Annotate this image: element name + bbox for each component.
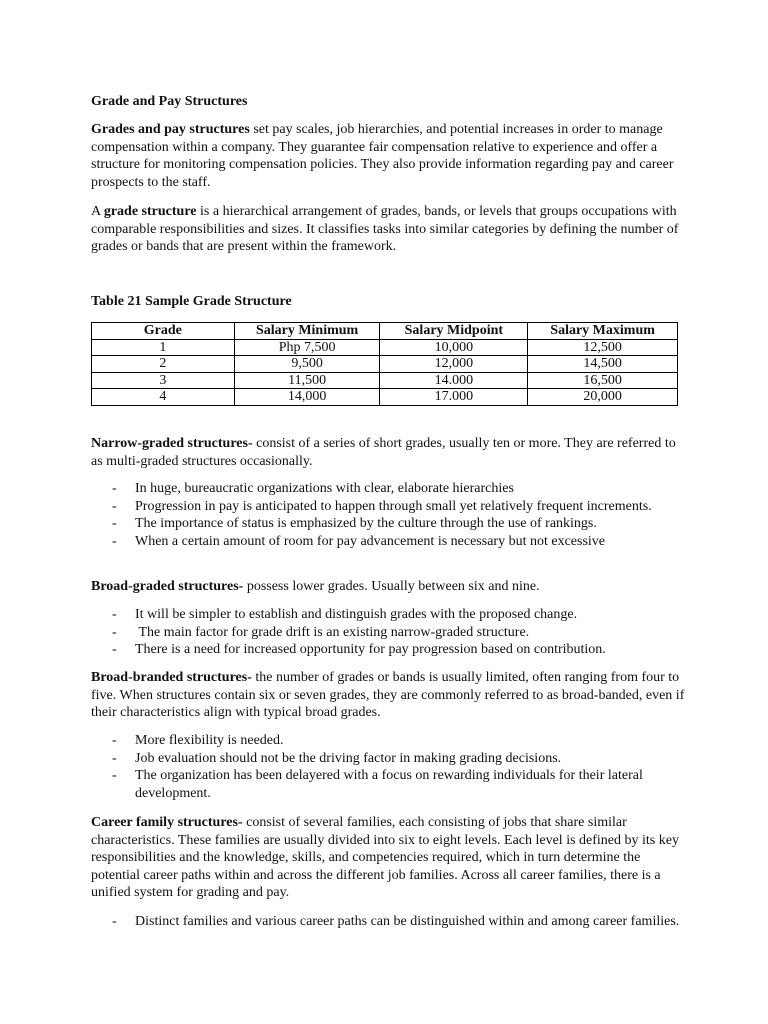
header-salary-minimum: Salary Minimum [234, 323, 380, 340]
table-cell: 10,000 [380, 339, 528, 356]
broad-branded-paragraph [91, 669, 685, 722]
list-item-text: Job evaluation should not be the driving factor in making grading decisions. [135, 750, 562, 766]
table-cell: 11,500 [234, 372, 380, 389]
table-cell: 14,000 [234, 389, 380, 406]
broad-graded-term: Broad-graded structures- [91, 579, 244, 594]
dash-bullet: - [112, 642, 117, 657]
grade-structure-lead: A [91, 204, 104, 219]
broad-branded-text: the number of grades or bands is usually limited, often ranging from four to five. When structures contain six or seven grades, they are commonly referred to as broad-banded, even if their characteristics align with typical broad grades. [91, 670, 685, 720]
table-row [92, 372, 678, 389]
table-cell: 12,000 [380, 356, 528, 373]
list-item [91, 480, 681, 498]
list-item-text: The main factor for grade drift is an existing narrow-graded structure. [135, 624, 530, 640]
table-cell: 4 [92, 389, 235, 406]
list-item [91, 750, 681, 768]
career-family-paragraph [91, 814, 685, 902]
table-row [92, 389, 678, 406]
list-item [91, 624, 681, 642]
narrow-graded-paragraph [91, 435, 685, 470]
narrow-graded-list [91, 480, 681, 550]
list-item-text: The organization has been delayered with a focus on rewarding individuals for their lateral development. [135, 768, 643, 801]
table-cell: 1 [92, 339, 235, 356]
list-item [91, 913, 681, 931]
list-item-text: It will be simpler to establish and distinguish grades with the proposed change. [135, 607, 578, 622]
table-cell: 12,500 [528, 339, 678, 356]
list-item-text: In huge, bureaucratic organizations with clear, elaborate hierarchies [135, 481, 514, 496]
document-heading: Grade and Pay Structures [91, 94, 248, 109]
broad-graded-list [91, 606, 681, 659]
dash-bullet: - [112, 516, 117, 531]
list-item-text: Progression in pay is anticipated to happen through small yet relatively frequent increments. [135, 498, 652, 514]
career-family-text: consist of several families, each consisting of jobs that share similar characteristics. These families are usually divided into six to eight levels. Each level is defined by its key responsibilities and the knowledge, skills, and competencies required, which in turn determine the potential career paths within and across the different job families. Across all career families, there is a unified system for grading and pay. [91, 815, 679, 900]
broad-graded-paragraph [91, 578, 685, 596]
list-item [91, 641, 681, 659]
table-row [92, 339, 678, 356]
broad-branded-term: Broad-branded structures- [91, 670, 252, 685]
list-item-text: There is a need for increased opportunity for pay progression based on contribution. [135, 642, 606, 657]
grade-structure-text: is a hierarchical arrangement of grades, bands, or levels that groups occupations with comparable responsibilities and sizes. It classifies tasks into similar categories by defining the number of grades or bands that are present within the framework. [91, 204, 679, 254]
table-cell: 17.000 [380, 389, 528, 406]
table-header-row [92, 323, 678, 340]
list-item-text: More flexibility is needed. [135, 733, 284, 748]
table-row [92, 356, 678, 373]
dash-bullet: - [112, 481, 117, 496]
grade-structure-table [91, 322, 678, 406]
dash-bullet: - [112, 768, 117, 783]
career-family-term: Career family structures- [91, 815, 243, 830]
list-item-text: When a certain amount of room for pay advancement is necessary but not excessive [135, 533, 605, 549]
broad-branded-list [91, 732, 681, 802]
list-item [91, 498, 681, 516]
dash-bullet: - [112, 624, 117, 640]
table-cell: 16,500 [528, 372, 678, 389]
list-item [91, 606, 681, 624]
list-item-text: Distinct families and various career paths can be distinguished within and among career families. [135, 914, 680, 929]
list-item [91, 732, 681, 750]
header-salary-maximum: Salary Maximum [528, 323, 678, 340]
list-item-text: The importance of status is emphasized by the culture through the use of rankings. [135, 516, 597, 531]
career-family-list [91, 913, 681, 931]
narrow-graded-term: Narrow-graded structures- [91, 436, 253, 451]
table-cell: Php 7,500 [234, 339, 380, 356]
table-cell: 9,500 [234, 356, 380, 373]
dash-bullet: - [112, 607, 117, 622]
grade-structure-term: grade structure [103, 204, 197, 219]
list-item [91, 515, 681, 533]
dash-bullet: - [112, 533, 117, 549]
dash-bullet: - [112, 498, 117, 514]
table-cell: 2 [92, 356, 235, 373]
broad-graded-text: possess lower grades. Usually between six and nine. [243, 579, 540, 594]
header-grade: Grade [92, 323, 235, 340]
table-cell: 14.000 [380, 372, 528, 389]
table-cell: 3 [92, 372, 235, 389]
list-item [91, 533, 681, 551]
list-item [91, 767, 681, 802]
table-cell: 20,000 [528, 389, 678, 406]
dash-bullet: - [112, 750, 117, 766]
intro-paragraph [91, 121, 685, 191]
intro-text: set pay scales, job hierarchies, and potential increases in order to manage compensation within a company. They guarantee fair compensation relative to experience and offer a structure for monitoring compensation policies. They also provide information regarding pay and career prospects to the staff. [91, 122, 674, 190]
grade-structure-paragraph [91, 203, 685, 256]
narrow-graded-text: consist of a series of short grades, usually ten or more. They are referred to as multi-graded structures occasionally. [91, 436, 676, 469]
dash-bullet: - [112, 914, 117, 929]
table-cell: 14,500 [528, 356, 678, 373]
table-caption: Table 21 Sample Grade Structure [91, 294, 292, 309]
header-salary-midpoint: Salary Midpoint [380, 323, 528, 340]
intro-term: Grades and pay structures [91, 122, 250, 137]
dash-bullet: - [112, 733, 117, 748]
